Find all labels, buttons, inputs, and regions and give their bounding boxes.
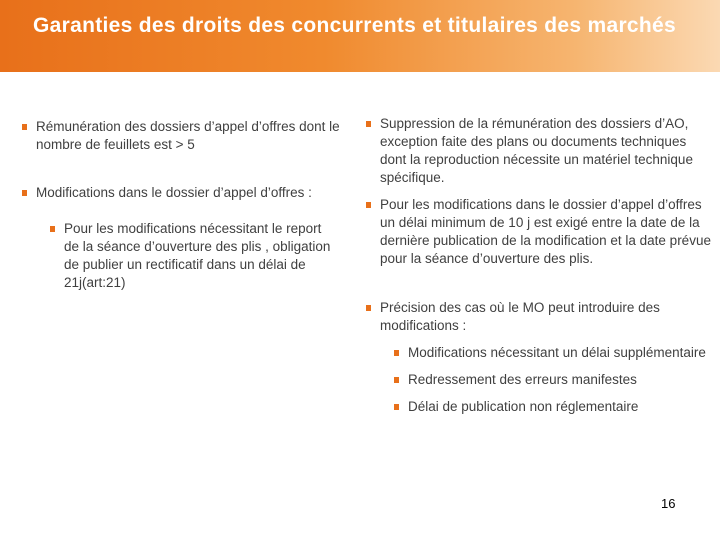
sub-list-item <box>50 220 340 292</box>
page-number: 16 <box>661 496 676 511</box>
sub-list-item-text: Pour les modifications nécessitant le report de la séance d’ouverture des plis , obligation de publier un rectificatif dans un délai de 21j(art:21) <box>64 221 331 290</box>
sub-list-item <box>394 371 716 389</box>
bullet-icon <box>22 190 27 196</box>
bullet-icon <box>394 404 399 410</box>
sub-list-item-text: Modifications nécessitant un délai supplémentaire <box>408 345 706 360</box>
list-item <box>22 118 340 154</box>
list-item <box>366 115 716 187</box>
list-item-text: Modifications dans le dossier d’appel d’offres : <box>36 185 312 200</box>
left-column <box>22 118 340 292</box>
list-item-text: Précision des cas où le MO peut introduire des modifications : <box>380 300 660 333</box>
bullet-icon <box>366 305 371 311</box>
list-item <box>366 299 716 335</box>
sub-list-item-text: Délai de publication non réglementaire <box>408 399 639 414</box>
bullet-icon <box>394 350 399 356</box>
bullet-icon <box>366 202 371 208</box>
list-item-text: Suppression de la rémunération des dossiers d’AO, exception faite des plans ou documents techniques dont la reproduction nécessite un matériel technique spécifique. <box>380 116 693 185</box>
sub-list-item <box>394 398 716 416</box>
sub-list-item-text: Redressement des erreurs manifestes <box>408 372 637 387</box>
right-column <box>366 115 716 416</box>
list-item <box>366 196 716 268</box>
slide-title: Garanties des droits des concurrents et titulaires des marchés <box>33 14 677 37</box>
bullet-icon <box>394 377 399 383</box>
bullet-icon <box>50 226 55 232</box>
bullet-icon <box>22 124 27 130</box>
list-item-text: Rémunération des dossiers d’appel d’offres dont le nombre de feuillets est > 5 <box>36 119 340 152</box>
title-bar <box>0 0 720 72</box>
list-item <box>22 184 340 202</box>
list-item-text: Pour les modifications dans le dossier d’appel d’offres un délai minimum de 10 j est exigé entre la date de la dernière publication de la modification et la date prévue pour la séance d’ouverture des plis. <box>380 197 711 266</box>
bullet-icon <box>366 121 371 127</box>
sub-list-item <box>394 344 716 362</box>
